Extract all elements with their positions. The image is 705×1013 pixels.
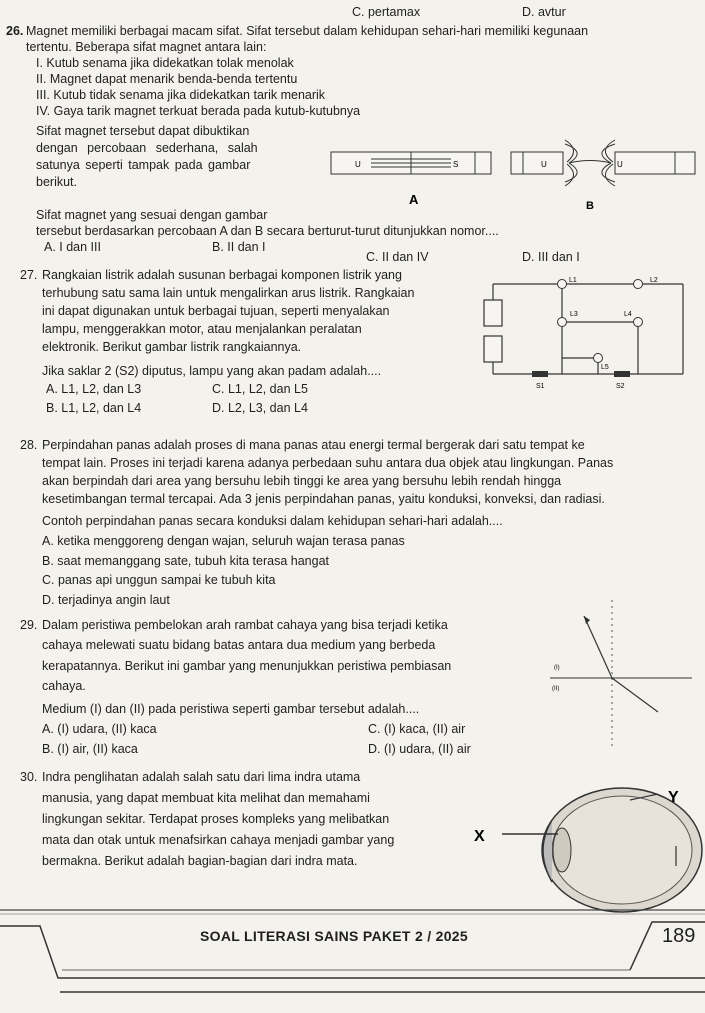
lamp-l3 xyxy=(558,311,578,327)
q28-text-line4: kesetimbangan termal tercapai. Ada 3 jenis perpindahan panas, yaitu konduksi, konveksi, dan radiasi. xyxy=(42,492,605,506)
q29-number: 29. xyxy=(20,618,38,632)
switch-s2 xyxy=(614,371,630,390)
svg-text:S1: S1 xyxy=(536,383,545,390)
q29-option-b[interactable]: B. (I) air, (II) kaca xyxy=(42,742,138,756)
q26-number: 26. xyxy=(6,24,24,38)
magnet-figure-b xyxy=(511,140,695,212)
switch-s1 xyxy=(532,371,548,390)
q26-option-a[interactable]: A. I dan III xyxy=(44,240,101,254)
medium-1-label: (I) xyxy=(554,665,560,671)
q26-desc-line3: satunya seperti tampak pada gambar xyxy=(36,158,251,172)
q26-item-2: II. Magnet dapat menarik benda-benda tertentu xyxy=(36,72,298,86)
eye-label-x: X xyxy=(474,828,485,845)
q26-stem-line1: Magnet memiliki berbagai macam sifat. Sifat tersebut dalam kehidupan sehari-hari memiliki kegunaan xyxy=(26,24,589,38)
page-number: 189 xyxy=(662,925,696,947)
q28-number: 28. xyxy=(20,438,38,452)
q30-text-line5: bermakna. Berikut adalah bagian-bagian dari indra mata. xyxy=(42,854,358,868)
svg-text:L5: L5 xyxy=(601,364,609,371)
q29-option-a[interactable]: A. (I) udara, (II) kaca xyxy=(42,722,157,736)
footer-title: SOAL LITERASI SAINS PAKET 2 / 2025 xyxy=(200,928,468,944)
lamp-l2 xyxy=(634,277,658,289)
q28-option-b[interactable]: B. saat memanggang sate, tubuh kita terasa hangat xyxy=(42,554,329,568)
q28-option-a[interactable]: A. ketika menggoreng dengan wajan, seluruh wajan terasa panas xyxy=(42,534,405,548)
q27-text-line2: terhubung satu sama lain untuk mengalirkan arus listrik. Rangkaian xyxy=(42,286,415,300)
eye-label-y: Y xyxy=(668,789,679,806)
q27-option-b[interactable]: B. L1, L2, dan L4 xyxy=(46,401,142,415)
q27-option-a[interactable]: A. L1, L2, dan L3 xyxy=(46,382,142,396)
q27-text-line5: elektronik. Berikut gambar listrik rangkaiannya. xyxy=(42,340,302,354)
q26-option-c[interactable]: C. II dan IV xyxy=(366,250,429,264)
q29-text-line1: Dalam peristiwa pembelokan arah rambat cahaya yang bisa terjadi ketika xyxy=(42,618,448,632)
magnet-a-left-pole: U xyxy=(355,160,361,169)
svg-text:L4: L4 xyxy=(624,311,632,318)
q25-option-d: D. avtur xyxy=(522,5,566,19)
q28-ask: Contoh perpindahan panas secara konduksi dalam kehidupan sehari-hari adalah.... xyxy=(42,514,503,528)
q28-option-c[interactable]: C. panas api unggun sampai ke tubuh kita xyxy=(42,573,276,587)
q26-item-1: I. Kutub senama jika didekatkan tolak menolak xyxy=(36,56,294,70)
q27-text-line3: ini dapat digunakan untuk berbagai tujuan, seperti menyalakan xyxy=(42,304,390,318)
figure-b-label: B xyxy=(586,200,594,212)
q29-text-line2: cahaya melewati suatu bidang batas antara dua medium yang berbeda xyxy=(42,638,436,652)
q28-option-d[interactable]: D. terjadinya angin laut xyxy=(42,593,170,607)
q29-text-line4: cahaya. xyxy=(42,679,86,693)
q30-number: 30. xyxy=(20,770,38,784)
svg-text:L3: L3 xyxy=(570,311,578,318)
q27-number: 27. xyxy=(20,268,38,282)
q27-option-d[interactable]: D. L2, L3, dan L4 xyxy=(212,401,308,415)
q26-ask-line2: tersebut berdasarkan percobaan A dan B secara berturut-turut ditunjukkan nomor.... xyxy=(36,224,499,238)
figure-a-label: A xyxy=(409,192,419,207)
q30-text-line1: Indra penglihatan adalah salah satu dari lima indra utama xyxy=(42,770,361,784)
eye-diagram xyxy=(462,770,702,910)
q25-option-c: C. pertamax xyxy=(352,5,421,19)
magnet-b-left-pole: U xyxy=(541,160,547,169)
svg-text:S2: S2 xyxy=(616,383,625,390)
magnet-b-right-pole: U xyxy=(617,160,623,169)
svg-text:L2: L2 xyxy=(650,277,658,284)
medium-2-label: (II) xyxy=(552,686,560,692)
q30-text-line2: manusia, yang dapat membuat kita melihat dan memahami xyxy=(42,791,370,805)
footer-frame xyxy=(0,896,705,1013)
magnet-figure-a xyxy=(331,152,491,207)
q26-item-4: IV. Gaya tarik magnet terkuat berada pada kutub-kutubnya xyxy=(36,104,361,118)
q28-text-line2: tempat lain. Proses ini terjadi karena adanya perbedaan suhu antara dua objek atau lingkungan. Panas xyxy=(42,456,614,470)
q26-item-3: III. Kutub tidak senama jika didekatkan tarik menarik xyxy=(36,88,326,102)
q29-option-d[interactable]: D. (I) udara, (II) air xyxy=(368,742,471,756)
refraction-diagram xyxy=(546,598,696,753)
q29-option-c[interactable]: C. (I) kaca, (II) air xyxy=(368,722,466,736)
q26-desc-line1: Sifat magnet tersebut dapat dibuktikan xyxy=(36,124,250,138)
q26-desc-line2: dengan percobaan sederhana, salah xyxy=(36,141,258,155)
q29-text-line3: kerapatannya. Berikut ini gambar yang menunjukkan peristiwa pembiasan xyxy=(42,659,452,673)
q27-text-line1: Rangkaian listrik adalah susunan berbagai komponen listrik yang xyxy=(42,268,402,282)
magnet-a-right-pole: S xyxy=(453,160,459,169)
q28-text-line1: Perpindahan panas adalah proses di mana panas atau energi termal bergerak dari satu tempat ke xyxy=(42,438,585,452)
q26-option-b[interactable]: B. II dan I xyxy=(212,240,266,254)
magnet-figures xyxy=(325,130,705,220)
q28-text-line3: akan berpindah dari area yang bersuhu lebih tinggi ke area yang bersuhu lebih rendah hingga xyxy=(42,474,562,488)
svg-text:L1: L1 xyxy=(569,277,577,284)
q26-ask-line1: Sifat magnet yang sesuai dengan gambar xyxy=(36,208,268,222)
circuit-diagram xyxy=(478,270,688,390)
lamp-l4 xyxy=(624,311,643,327)
q27-option-c[interactable]: C. L1, L2, dan L5 xyxy=(212,382,308,396)
q26-option-d[interactable]: D. III dan I xyxy=(522,250,580,264)
q27-text-line4: lampu, menggerakkan motor, atau menjalankan peralatan xyxy=(42,322,362,336)
lamp-l1 xyxy=(558,277,577,289)
q30-text-line4: mata dan otak untuk menafsirkan cahaya menjadi gambar yang xyxy=(42,833,395,847)
q26-stem-line2: tertentu. Beberapa sifat magnet antara lain: xyxy=(26,40,267,54)
lamp-l5 xyxy=(594,354,609,372)
q26-desc-line4: berikut. xyxy=(36,175,77,189)
q30-text-line3: lingkungan sekitar. Terdapat proses kompleks yang melibatkan xyxy=(42,812,390,826)
q29-ask: Medium (I) dan (II) pada peristiwa seperti gambar tersebut adalah.... xyxy=(42,702,420,716)
q27-ask: Jika saklar 2 (S2) diputus, lampu yang akan padam adalah.... xyxy=(42,364,382,378)
